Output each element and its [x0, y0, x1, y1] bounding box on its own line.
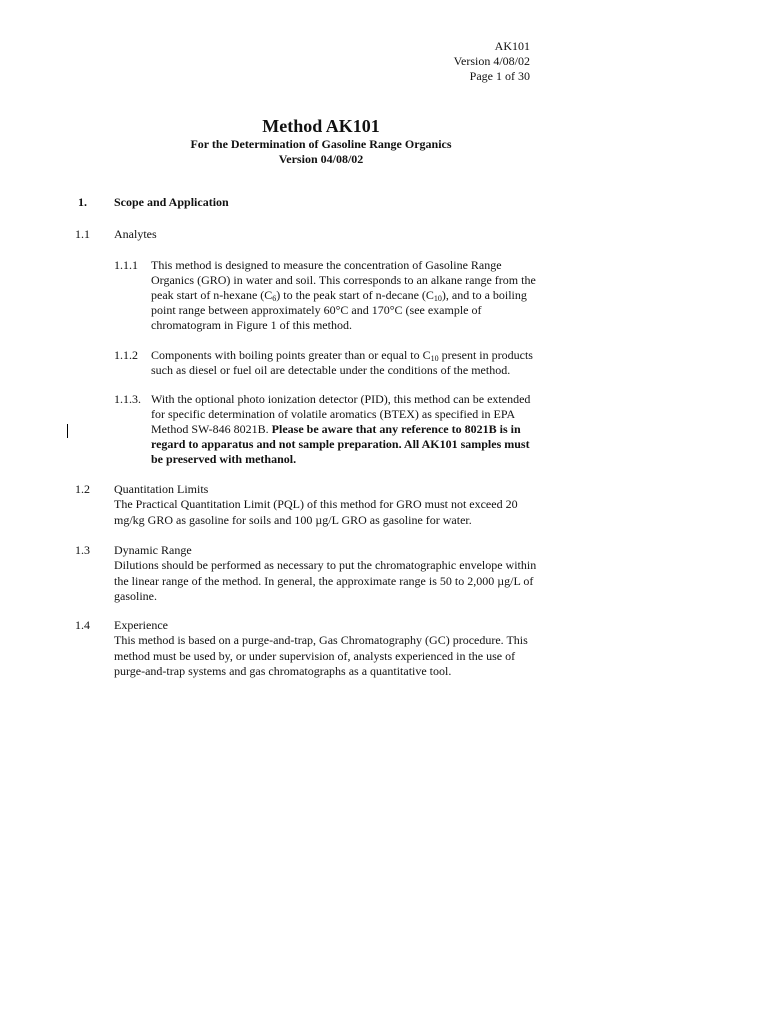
subsection-title: Analytes: [114, 227, 157, 241]
clause-text-line: point range between approximately 60°C and 170°C (see example of: [151, 303, 482, 317]
clause-text-line: [151, 422, 521, 437]
text-run: peak start of n-hexane (C: [151, 288, 273, 302]
subsection-title: Quantitation Limits: [114, 482, 209, 496]
bold-notice-line: regard to apparatus and not sample preparation. All AK101 samples must: [151, 437, 530, 451]
subsection-title: Dynamic Range: [114, 543, 192, 557]
text-cursor: [67, 424, 68, 438]
clause-number: 1.1.2: [114, 348, 138, 362]
subscript: 10: [433, 294, 442, 303]
section-title: Scope and Application: [114, 195, 229, 209]
clause-text-line: for specific determination of volatile aromatics (BTEX) as specified in EPA: [151, 407, 516, 421]
text-run: present in products: [438, 348, 533, 362]
clause-text-line: Organics (GRO) in water and soil. This corresponds to an alkane range from the: [151, 273, 536, 287]
clause-number: 1.1.3.: [114, 392, 141, 406]
paragraph-line: This method is based on a purge-and-trap, Gas Chromatography (GC) procedure. This: [114, 633, 528, 647]
paragraph-line: The Practical Quantitation Limit (PQL) of this method for GRO must not exceed 20: [114, 497, 518, 511]
clause-text-line: chromatogram in Figure 1 of this method.: [151, 318, 352, 332]
paragraph-line: purge-and-trap systems and gas chromatographs as a quantitative tool.: [114, 664, 452, 678]
text-run: ), and to a boiling: [441, 288, 527, 302]
text-run: Method SW-846 8021B.: [151, 422, 272, 436]
text-run: Components with boiling points greater than or equal to C: [151, 348, 431, 362]
subsection-number: 1.2: [75, 482, 90, 496]
paragraph-line: gasoline.: [114, 589, 157, 603]
header-doc-id: AK101: [494, 39, 530, 53]
document-version: Version 04/08/02: [278, 152, 364, 166]
section-number: 1.: [78, 195, 87, 209]
paragraph-line: Dilutions should be performed as necessary to put the chromatographic envelope within: [114, 558, 537, 572]
document-subtitle: For the Determination of Gasoline Range Organics: [190, 137, 452, 151]
text-run: ) to the peak start of n-decane (C: [276, 288, 434, 302]
paragraph-line: method must be used by, or under supervision of, analysts experienced in the use of: [114, 649, 516, 663]
clause-text-line: such as diesel or fuel oil are detectable under the conditions of the method.: [151, 363, 511, 377]
bold-notice-line: be preserved with methanol.: [151, 452, 297, 466]
subscript: 10: [430, 354, 439, 363]
header-version: Version 4/08/02: [453, 54, 530, 68]
clause-number: 1.1.1: [114, 258, 138, 272]
clause-text-line: With the optional photo ionization detector (PID), this method can be extended: [151, 392, 531, 406]
header-page-number: Page 1 of 30: [469, 69, 530, 83]
document-title: Method AK101: [262, 116, 380, 136]
subsection-number: 1.1: [75, 227, 90, 241]
subscript: 6: [272, 294, 277, 303]
paragraph-line: mg/kg GRO as gasoline for soils and 100 µg/L GRO as gasoline for water.: [114, 513, 472, 527]
bold-notice: Please be aware that any reference to 8021B is in: [271, 422, 521, 436]
subsection-title: Experience: [114, 618, 168, 632]
paragraph-line: the linear range of the method. In general, the approximate range is 50 to 2,000 µg/L of: [114, 574, 534, 588]
subsection-number: 1.3: [75, 543, 90, 557]
subsection-number: 1.4: [75, 618, 90, 632]
clause-text-line: [151, 348, 533, 363]
clause-text-line: [151, 288, 527, 303]
clause-text-line: This method is designed to measure the concentration of Gasoline Range: [151, 258, 502, 272]
